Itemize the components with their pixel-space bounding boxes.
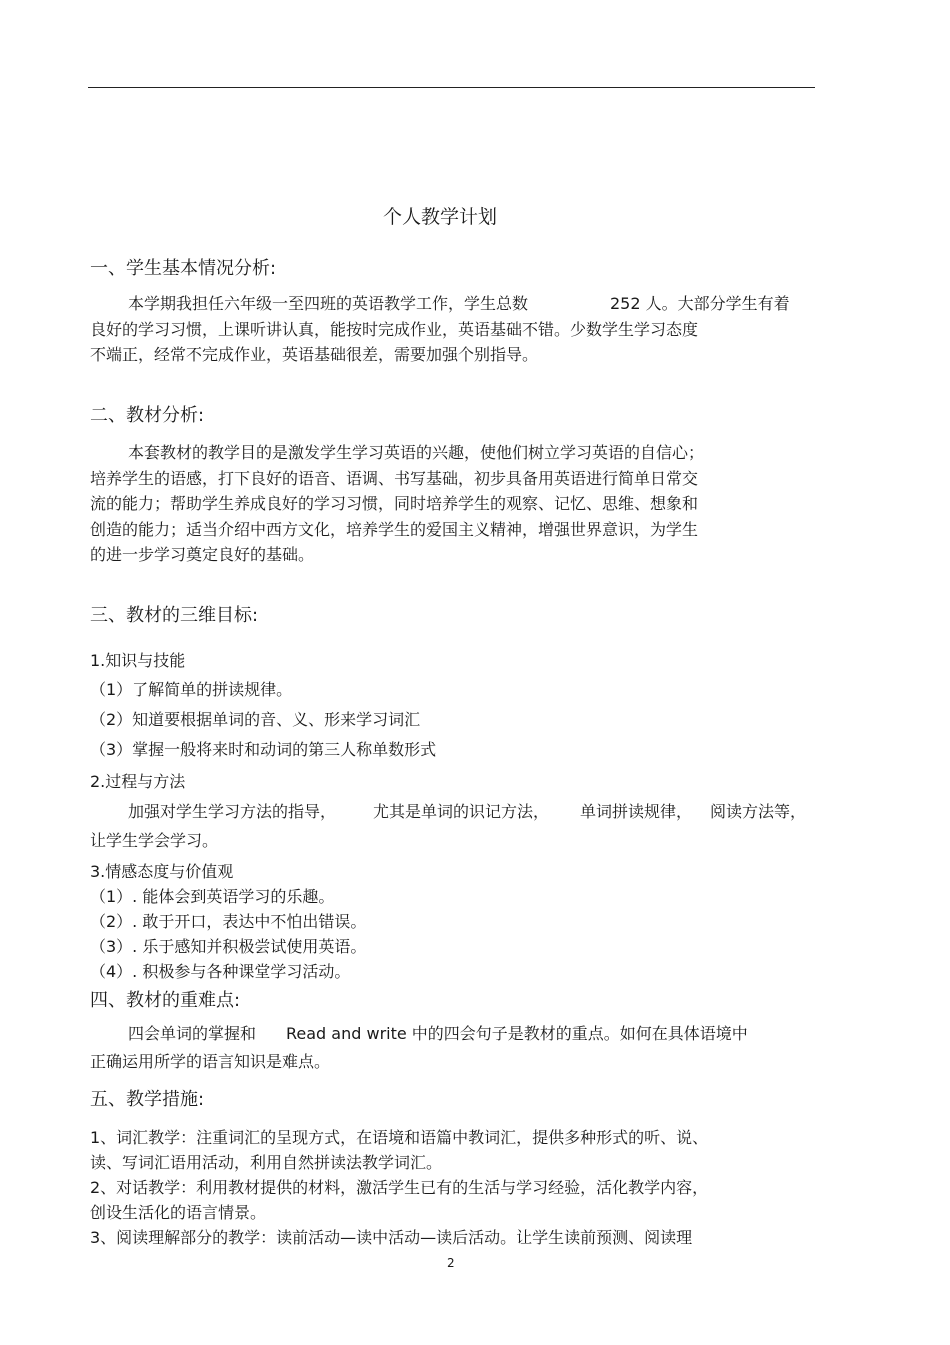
emotion-attitude-title: 3.情感态度与价值观 (90, 862, 234, 881)
section-4-heading: 四、教材的重难点: (90, 990, 241, 1011)
section-1-text-line: 本学期我担任六年级一至四班的英语教学工作，学生总数 (128, 294, 529, 313)
process-method-text: 单词拼读规律， (580, 802, 693, 821)
section-2-text-line: 流的能力；帮助学生养成良好的学习习惯，同时培养学生的观察、记忆、思维、想象和 (90, 494, 699, 513)
section-2-text-line: 的进一步学习奠定良好的基础。 (90, 545, 315, 564)
section-5-text-line: 读、写词汇语用活动，利用自然拼读法教学词汇。 (90, 1153, 443, 1172)
section-3-heading: 三、教材的三维目标: (90, 605, 259, 626)
section-5-heading: 五、教学措施: (90, 1089, 205, 1110)
section-2-heading: 二、教材分析: (90, 405, 205, 426)
section-2-text-line: 创造的能力；适当介绍中西方文化，培养学生的爱国主义精神，增强世界意识，为学生 (90, 520, 699, 539)
process-method-text: 让学生学会学习。 (90, 831, 219, 850)
process-method-title: 2.过程与方法 (90, 772, 186, 791)
process-method-text: 加强对学生学习方法的指导， (128, 802, 337, 821)
section-5-text-line: 1、词汇教学：注重词汇的呈现方式，在语境和语篇中教词汇，提供多种形式的听、说、 (90, 1128, 709, 1147)
process-method-text: 尤其是单词的识记方法， (373, 802, 550, 821)
list-item: （3）. 乐于感知并积极尝试使用英语。 (90, 937, 367, 956)
section-1-heading: 一、学生基本情况分析: (90, 258, 277, 279)
section-5-text-line: 2、对话教学：利用教材提供的材料，激活学生已有的生活与学习经验，活化教学内容， (90, 1178, 709, 1197)
list-item: （3）掌握一般将来时和动词的第三人称单数形式 (90, 740, 437, 759)
section-4-text-line: 四会单词的掌握和 (128, 1024, 257, 1043)
page-number: 2 (447, 1256, 455, 1270)
list-item: （2）. 敢于开口，表达中不怕出错误。 (90, 912, 367, 931)
section-4-text-line: 正确运用所学的语言知识是难点。 (90, 1052, 331, 1071)
list-item: （1）. 能体会到英语学习的乐趣。 (90, 887, 335, 906)
document-title: 个人教学计划 (383, 206, 498, 228)
list-item: （4）. 积极参与各种课堂学习活动。 (90, 962, 351, 981)
list-item: （2）知道要根据单词的音、义、形来学习词汇 (90, 710, 421, 729)
section-2-text-line: 本套教材的教学目的是激发学生学习英语的兴趣，使他们树立学习英语的自信心； (128, 443, 705, 462)
section-5-text-line: 创设生活化的语言情景。 (90, 1203, 267, 1222)
section-5-text-line: 3、阅读理解部分的教学：读前活动—读中活动—读后活动。让学生读前预测、阅读理 (90, 1228, 693, 1247)
header-rule (88, 87, 815, 88)
section-4-text-line: Read and write 中的四会句子是教材的重点。如何在具体语境中 (286, 1024, 748, 1043)
section-1-text-line: 良好的学习习惯，上课听讲认真，能按时完成作业，英语基础不错。少数学生学习态度 (90, 320, 699, 339)
section-1-text-line: 不端正，经常不完成作业，英语基础很差，需要加强个别指导。 (90, 345, 539, 364)
section-1-text-line: 252 人。大部分学生有着 (610, 294, 790, 313)
knowledge-skills-title: 1.知识与技能 (90, 651, 186, 670)
list-item: （1）了解简单的拼读规律。 (90, 680, 293, 699)
section-2-text-line: 培养学生的语感，打下良好的语音、语调、书写基础，初步具备用英语进行简单日常交 (90, 469, 699, 488)
process-method-text: 阅读方法等， (710, 802, 807, 821)
